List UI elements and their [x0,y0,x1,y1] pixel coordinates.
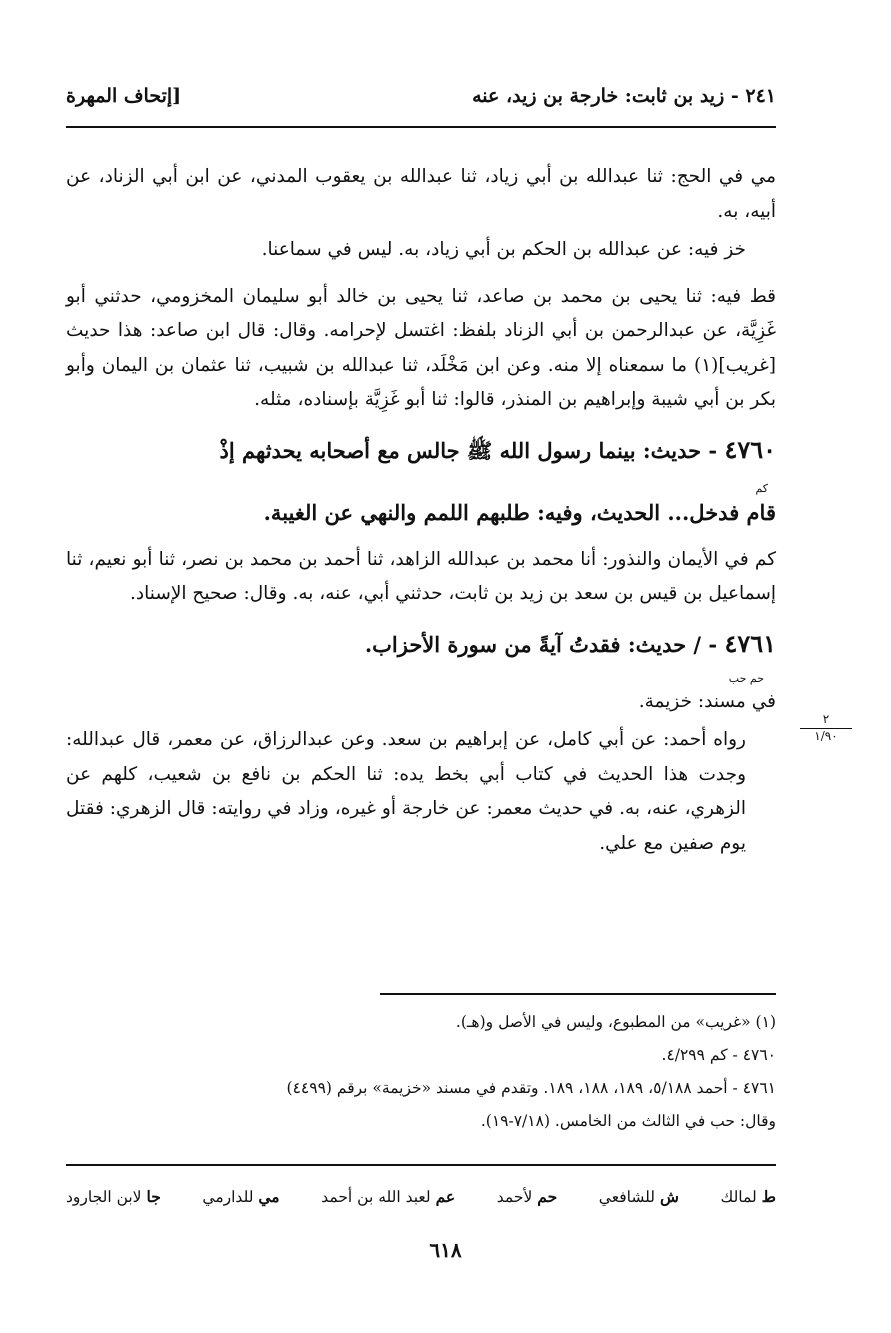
hadith-4760 [66,430,776,612]
margin-reference [800,712,852,744]
abbreviation-item: ط لمالك [720,1187,776,1206]
hadith-text: - / حديث: فقدتُ آيةً من سورة الأحزاب. [364,631,718,657]
abbreviation-item: ش للشافعي [598,1187,679,1206]
hadith-sigla: حم حب [728,671,764,685]
hadith-number: ٤٧٦٠ [724,434,776,464]
paragraph-khz: خز فيه: عن عبدالله بن الحكم بن أبي زياد، به. ليس في سماعنا. [261,239,746,260]
page-header [66,78,776,114]
hadith-4761-heading [66,624,776,665]
hadith-text-line2: قام فدخل... الحديث، وفيه: طلبهم اللمم والنهي عن الغيبة. [263,499,776,525]
abbreviation-item: حم لأحمد [496,1187,558,1206]
hadith-4761 [66,624,776,862]
header-divider [66,126,776,128]
footnote: وقال: حب في الثالث من الخامس. (٧/١٨-١٩). [480,1112,776,1130]
paragraph-qt: قط فيه: ثنا يحيى بن محمد بن صاعد، ثنا يحيى بن خالد أبو سليمان المخزومي، حدثني أبو غَزِيَّة، عن عبدالرحمن بن أبي الزناد بلفظ: اغتسل لإحرامه. وقال: قال ابن صاعد: هذا حديث [غريب](١) ما سمعناه إلا منه. وعن ابن مَخْلَد، ثنا عبدالله بن شبيب، ثنا عثمان بن اليمان وأبو بكر بن أبي شيبة وإبراهيم بن المنذر، قالوا: ثنا أبو غَزِيَّة بإسناده، مثله. [66,285,776,410]
footnote-divider [380,993,776,995]
page-number: ٦١٨ [429,1238,462,1262]
main-text [66,160,776,873]
hadith-4760-source: كم في الأيمان والنذور: أنا محمد بن عبدالله الزاهد، ثنا أحمد بن محمد بن نصر، ثنا أبو نعيم، ثنا إسماعيل بن قيس بن سعد بن زيد بن ثابت، حدثني أبي، عنه، به. وقال: صحيح الإسناد. [66,548,776,604]
hadith-text-line1: - حديث: بينما رسول الله ﷺ جالس مع أصحابه يحدثهم إذْ [219,437,718,463]
footnote: ٤٧٦١ - أحمد ٥/١٨٨، ١٨٩، ١٨٨، ١٨٩. وتقدم في مسند «خزيمة» برقم (٤٤٩٩) [286,1079,776,1097]
abbreviation-item: جا لابن الجارود [66,1187,161,1206]
hadith-riwaya: رواه أحمد: عن أبي كامل، عن إبراهيم بن سعد. وعن عبدالرزاق، عن معمر، قال عبدالله: وجدت هذا الحديث في كتاب أبي بخط يده: ثنا الحكم بن نافع بن شعيب، كلهم عن الزهري، عنه، به. في حديث معمر: عن خارجة أو غيره، وزاد في روايته: قال الزهري: فقتل يوم صفين مع علي. [66,729,746,854]
chapter-title: ٢٤١ - زيد بن ثابت: خارجة بن زيد، عنه [472,85,776,107]
hadith-number: ٤٧٦١ [724,628,776,658]
abbreviations-divider [66,1164,776,1166]
margin-ref-top: ٢ [800,712,852,729]
book-title: [إتحاف المهرة [66,85,182,107]
hadith-sigla: كم [755,481,768,495]
hadith-musnad: في مسند: خزيمة. [638,690,776,712]
margin-ref-bottom: ١/٩٠ [814,729,838,743]
abbreviation-item: عم لعبد الله بن أحمد [321,1187,456,1206]
footnote: (١) «غريب» من المطبوع، وليس في الأصل و(هـ). [455,1013,776,1031]
footnotes [66,1006,776,1138]
paragraph-mi: مي في الحج: ثنا عبدالله بن أبي زياد، ثنا عبدالله بن يعقوب المدني، عن ابن أبي الزناد، عن أبيه، به. [66,166,776,222]
hadith-4760-heading [66,430,776,471]
abbreviation-item: مي للدارمي [202,1187,280,1206]
footnote: ٤٧٦٠ - كم ٤/٢٩٩. [661,1046,776,1064]
abbreviations-key [66,1182,776,1212]
